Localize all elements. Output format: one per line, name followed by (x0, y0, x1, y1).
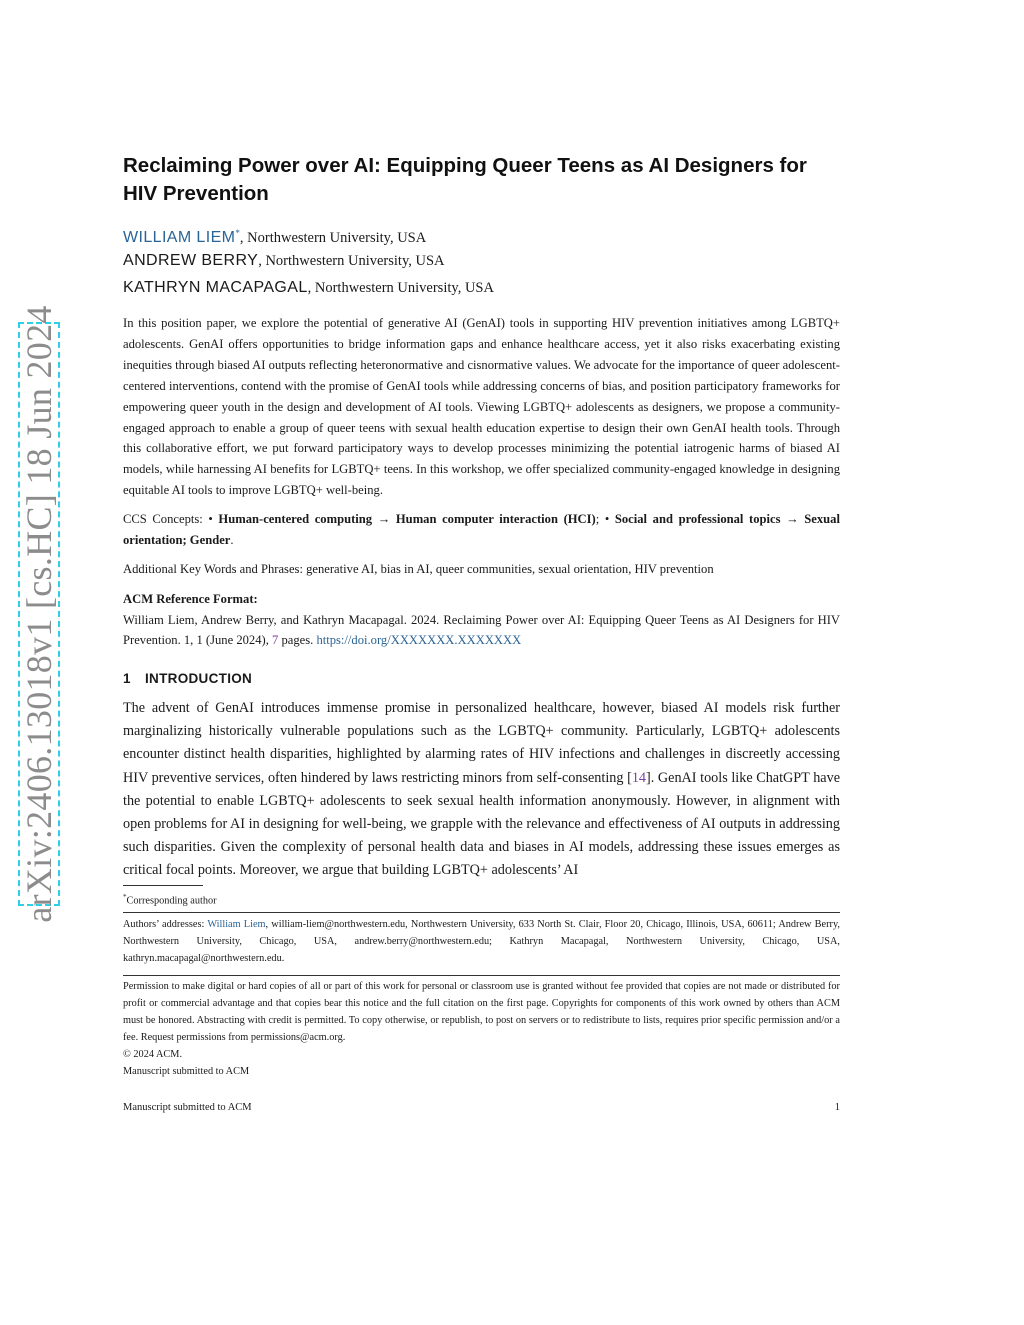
citation-link[interactable]: 14 (631, 769, 647, 786)
footnote-rule (123, 885, 203, 886)
ccs-concepts (123, 509, 840, 550)
corresponding-mark[interactable]: * (235, 228, 240, 238)
author-2 (123, 247, 840, 274)
ccs-concept-1: Human-centered computing → Human computer interaction (HCI) (218, 512, 596, 526)
footer-left: Manuscript submitted to ACM (123, 1102, 252, 1113)
author-list (123, 220, 840, 301)
arxiv-sidebar-stamp (18, 305, 60, 923)
author-3 (123, 274, 840, 301)
author-1-name-link[interactable]: WILLIAM LIEM (123, 228, 236, 246)
acm-reference (123, 589, 840, 651)
permission-block (123, 978, 840, 1080)
author-1-affiliation: , Northwestern University, USA (239, 229, 427, 246)
section-title: INTRODUCTION (145, 671, 253, 686)
doi-link[interactable]: https://doi.org/XXXXXXX.XXXXXXX (316, 633, 522, 647)
intro-paragraph (123, 697, 840, 883)
abstract: In this position paper, we explore the potential of generative AI (GenAI) tools in supporting HIV prevention initiatives among LGBTQ+ adolescents. GenAI offers opportunities to bridge information gaps and enhance healthcare access, yet it also risks exacerbating existing inequities through biased AI outputs reflecting heteronormative and cisnormative values. We advocate for the importance of queer adolescent-centered interventions, contend with the promise of GenAI tools while addressing concerns of bias, and position participatory frameworks for empowering queer youth in the design and development of AI tools. Viewing LGBTQ+ adolescents as designers, we propose a community-engaged approach to enable a group of queer teens with sexual health education expertise to design their own GenAI health tools. Through this collaborative effort, we put forward participatory ways to develop processes minimizing the potential iatrogenic harms of biased AI models, while harnessing AI benefits for LGBTQ+ teens. In this workshop, we offer specialized community-engaged knowledge in designing equitable AI tools to improve LGBTQ+ well-being. (123, 316, 840, 498)
keywords: Additional Key Words and Phrases: generative AI, bias in AI, queer communities, sexual orientation, HIV prevention (123, 562, 714, 576)
reference-heading: ACM Reference Format: (123, 592, 258, 606)
pages-suffix: pages. (278, 633, 317, 647)
intro-text-1: The advent of GenAI introduces immense promise in personalized healthcare, however, biased AI models risk further marginalizing historically vulnerable populations such as the LGBTQ+ community. Particularly, LGBTQ+ adolescents encounter distinct health disparities, highlighted by alarming rates of HIV infections and challenges in discreetly accessing HIV preventive services, often hindered by laws restricting minors from self-consenting [ (123, 700, 840, 786)
page-footer (123, 1102, 840, 1113)
addresses-prefix: Authors’ addresses: (123, 919, 208, 930)
reference-body (123, 610, 840, 651)
copyright: © 2024 ACM. (123, 1049, 183, 1060)
addresses-rule (123, 912, 840, 913)
footnote (123, 889, 840, 909)
author-1 (123, 220, 840, 247)
ccs-label: CCS Concepts: • (123, 512, 213, 526)
addresses-rest: , william-liem@northwestern.edu, Northwestern University, 633 North St. Clair, Floor 20, Chicago, Illinois, USA, 60611; Andrew Berry, Northwestern University, Chicago, USA, andrew.berry@northwestern.edu; Kathryn Macapagal, Northwestern University, Chicago, USA, kathryn.macapagal@northwestern.edu. (123, 919, 840, 964)
author-2-affiliation: , Northwestern University, USA (258, 253, 445, 269)
footnote-mark: * (123, 893, 127, 901)
paper-title: Reclaiming Power over AI: Equipping Queer Teens as AI Designers for HIV Prevention (123, 154, 807, 205)
author-3-affiliation: , Northwestern University, USA (307, 280, 494, 296)
permission-rule (123, 975, 840, 976)
author-3-name: KATHRYN MACAPAGAL (123, 279, 308, 296)
author-addresses (123, 916, 840, 967)
ccs-concept-2: Social and professional topics → Sexual orientation; Gender (123, 512, 840, 547)
permission-text: Permission to make digital or hard copies of all or part of this work for personal or classroom use is granted without fee provided that copies are not made or distributed for profit or commercial advantage and that copies bear this notice and the full citation on the first page. Copyrights for components of this work owned by others than ACM must be honored. Abstracting with credit is permitted. To copy otherwise, or republish, to post on servers or to redistribute to lists, requires prior specific permission and/or a fee. Request permissions from permissions@acm.org. (123, 981, 840, 1043)
section-number: 1 (123, 671, 131, 686)
arxiv-id: arXiv:2406.13018v1 [cs.HC] 18 Jun 2024 (19, 305, 59, 923)
author-2-name: ANDREW BERRY (123, 252, 259, 269)
page-number: 1 (834, 1102, 840, 1113)
manuscript-note: Manuscript submitted to ACM (123, 1066, 250, 1077)
footnote-text: Corresponding author (126, 895, 217, 907)
pages-link[interactable]: 7 (272, 633, 279, 647)
section-heading (123, 671, 840, 686)
ccs-end: . (230, 532, 234, 547)
intro-text-2: ]. GenAI tools like ChatGPT have the potential to enable LGBTQ+ adolescents to seek sexual health information anonymously. However, in alignment with open problems for AI in designing for well-being, we grapple with the relevance and effectiveness of AI outputs in addressing such disparities. Given the complexity of personal health data and biases in AI models, addressing these issues emerges as critical focal points. Moreover, we argue that building LGBTQ+ adolescents’ AI (123, 769, 840, 879)
ccs-separator: ; • (595, 512, 610, 526)
author-address-link[interactable]: William Liem (207, 919, 266, 930)
reference-text: William Liem, Andrew Berry, and Kathryn Macapagal. 2024. Reclaiming Power over AI: Equipping Queer Teens as AI Designers for HIV Prevention. 1, 1 (June 2024), (123, 612, 840, 647)
